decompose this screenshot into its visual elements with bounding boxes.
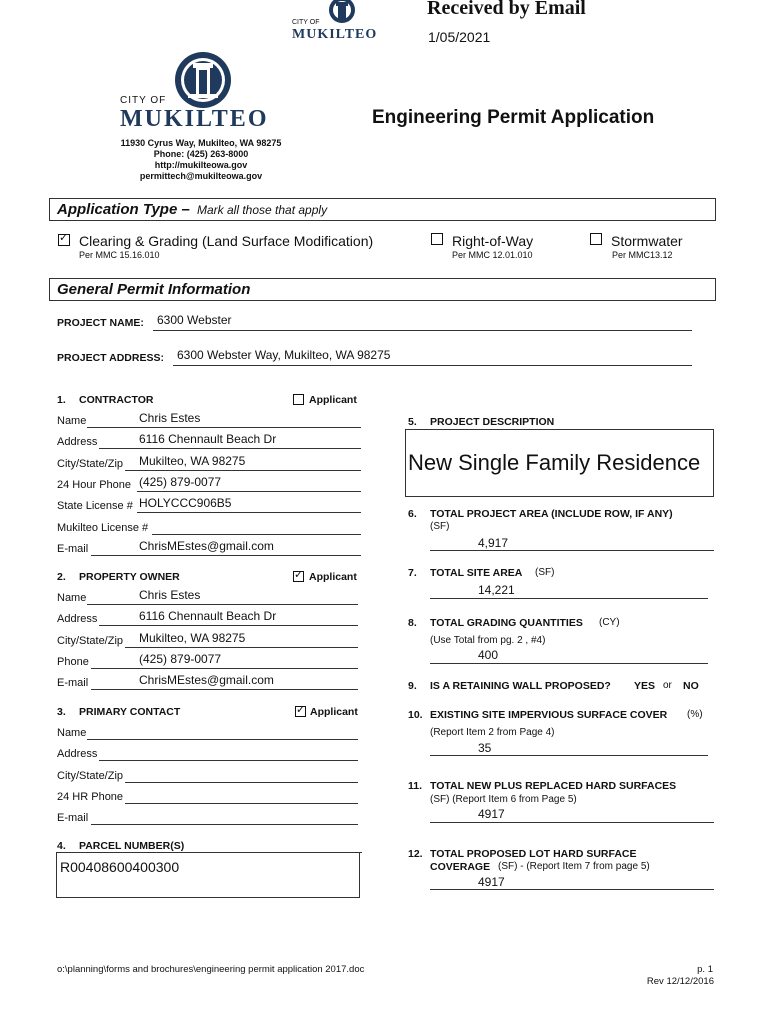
owner-field-label: Phone <box>57 655 89 668</box>
contractor-field-label: 24 Hour Phone <box>57 478 131 491</box>
q6-sub: (SF) <box>430 521 450 532</box>
owner-field-value[interactable]: Mukilteo, WA 98275 <box>139 630 246 645</box>
project-address-label: PROJECT ADDRESS: <box>57 352 164 364</box>
stamp-title: Received by Email <box>427 0 586 19</box>
owner-header <box>57 570 362 584</box>
contractor-field-line <box>91 555 361 556</box>
application-type-header <box>49 198 716 221</box>
q8-line <box>430 663 708 664</box>
general-info-title: General Permit Information <box>57 281 251 298</box>
q12-title: TOTAL PROPOSED LOT HARD SURFACE <box>430 848 637 860</box>
parcel-value: R00408600400300 <box>60 859 180 875</box>
contact-field-line <box>87 739 358 740</box>
city-address: 11930 Cyrus Way, Mukilteo, WA 98275 <box>120 138 282 148</box>
contact-field-line <box>125 803 358 804</box>
owner-field-label: Address <box>57 613 98 626</box>
contact-field-line <box>125 782 358 783</box>
q11 <box>408 780 714 824</box>
contractor-field-label: State License # <box>57 500 133 513</box>
contractor-field-line <box>152 534 361 535</box>
owner-field-label: E-mail <box>57 677 89 690</box>
option-stormwater[interactable] <box>590 232 710 264</box>
q11-line <box>430 822 714 823</box>
project-name-label: PROJECT NAME: <box>57 317 144 329</box>
q7-unit: (SF) <box>535 567 555 578</box>
checkmark-icon: ✓ <box>294 569 304 581</box>
stamp-logo <box>290 0 394 46</box>
logo-city-of: CITY OF <box>120 95 167 106</box>
stamp-logo-small-text: CITY OF <box>292 19 320 26</box>
owner-field-line <box>125 647 358 648</box>
owner-field-line <box>87 604 358 605</box>
contact-field-row <box>57 809 358 825</box>
q5-title: PROJECT DESCRIPTION <box>430 416 555 428</box>
owner-field-value[interactable]: ChrisMEstes@gmail.com <box>139 673 274 688</box>
checkbox-stormwater[interactable] <box>590 233 602 245</box>
q12-line <box>430 889 714 890</box>
contractor-title: CONTRACTOR <box>79 394 154 406</box>
q12-title2: COVERAGE <box>430 861 491 873</box>
checkmark-icon: ✓ <box>59 232 69 244</box>
contact-field-label: 24 HR Phone <box>57 790 124 803</box>
owner-field-value[interactable]: 6116 Chennault Beach Dr <box>139 609 277 624</box>
option-ref: Per MMC 12.01.010 <box>452 250 533 260</box>
q10 <box>408 709 708 757</box>
contact-field-line <box>91 824 358 825</box>
logo-mukilteo: MUKILTEO <box>120 106 269 132</box>
owner-number: 2. <box>57 571 66 583</box>
owner-field-row <box>57 589 358 605</box>
q9 <box>408 680 708 694</box>
contact-field-row <box>57 745 358 761</box>
q10-sub: (Report Item 2 from Page 4) <box>430 727 555 738</box>
q10-line <box>430 755 708 756</box>
owner-applicant-label: Applicant <box>309 571 357 583</box>
application-type-title: Application Type – <box>57 201 190 218</box>
q9-no[interactable]: NO <box>683 680 699 692</box>
contact-field-label: Address <box>57 748 98 761</box>
parcel-number: 4. <box>57 840 66 852</box>
q5-number: 5. <box>408 416 417 428</box>
q10-unit: (%) <box>687 709 703 720</box>
q7-value[interactable]: 14,221 <box>478 583 515 597</box>
checkbox-right-of-way[interactable] <box>431 233 443 245</box>
owner-field-line <box>91 689 358 690</box>
footer-path: o:\planning\forms and brochures\engineering permit application 2017.doc <box>57 964 365 975</box>
q6-value[interactable]: 4,917 <box>478 536 509 550</box>
option-label: Clearing & Grading (Land Surface Modification) <box>79 233 374 249</box>
project-name-line <box>153 330 692 331</box>
option-clearing-grading[interactable] <box>58 232 418 264</box>
q12-value[interactable]: 4917 <box>478 875 505 889</box>
q6-line <box>430 550 714 551</box>
contractor-field-line <box>87 427 361 428</box>
contact-number: 3. <box>57 706 66 718</box>
q8-value[interactable]: 400 <box>478 648 499 662</box>
q8-number: 8. <box>408 617 417 629</box>
page-title: Engineering Permit Application <box>372 107 655 128</box>
contractor-field-row <box>57 497 361 513</box>
project-name-field[interactable]: 6300 Webster <box>157 313 232 327</box>
contact-field-row <box>57 724 358 740</box>
parcel-box[interactable] <box>56 852 360 898</box>
contractor-field-value[interactable]: Chris Estes <box>139 411 201 425</box>
q9-or: or <box>663 680 672 691</box>
contractor-number: 1. <box>57 394 66 406</box>
contractor-applicant-label: Applicant <box>309 394 357 406</box>
contact-field-line <box>99 760 358 761</box>
q7-number: 7. <box>408 567 417 579</box>
project-address-row <box>57 346 692 366</box>
q8 <box>408 617 708 665</box>
contractor-field-label: E-mail <box>57 542 89 555</box>
q10-value[interactable]: 35 <box>478 741 492 755</box>
q7-title: TOTAL SITE AREA <box>430 567 523 579</box>
option-label: Stormwater <box>611 233 683 249</box>
city-website[interactable]: http://mukilteowa.gov <box>154 160 248 170</box>
owner-field-row <box>57 632 358 648</box>
city-logo <box>116 50 286 134</box>
contractor-field-label: City/State/Zip <box>57 457 124 470</box>
contractor-field-row <box>57 412 361 428</box>
option-label: Right-of-Way <box>452 233 534 249</box>
q11-title: TOTAL NEW PLUS REPLACED HARD SURFACES <box>430 780 677 792</box>
contractor-header <box>57 393 362 407</box>
parcel-header <box>57 839 362 853</box>
q10-title: EXISTING SITE IMPERVIOUS SURFACE COVER <box>430 709 668 721</box>
option-ref: Per MMC 15.16.010 <box>79 250 160 260</box>
q12-number: 12. <box>408 848 423 860</box>
contractor-field-line <box>125 470 361 471</box>
project-description-value: New Single Family Residence <box>408 450 701 475</box>
option-right-of-way[interactable] <box>431 232 581 264</box>
q6-title: TOTAL PROJECT AREA (INCLUDE ROW, IF ANY) <box>430 508 673 520</box>
contractor-field-label: Mukilteo License # <box>57 521 149 534</box>
q8-title: TOTAL GRADING QUANTITIES <box>430 617 583 629</box>
q11-sub: (SF) (Report Item 6 from Page 5) <box>430 794 577 805</box>
footer-rev: Rev 12/12/2016 <box>646 976 714 987</box>
contractor-field-line <box>99 448 361 449</box>
owner-field-row <box>57 610 358 626</box>
project-description-box[interactable] <box>405 429 714 497</box>
option-ref: Per MMC13.12 <box>612 250 673 260</box>
q9-title: IS A RETAINING WALL PROPOSED? <box>430 680 611 692</box>
contact-field-row <box>57 767 358 783</box>
contact-field-label: Name <box>57 727 87 739</box>
footer-page: p. 1 <box>697 964 713 975</box>
owner-field-row <box>57 653 358 669</box>
contact-field-row <box>57 788 358 804</box>
parcel-title: PARCEL NUMBER(S) <box>79 840 185 852</box>
city-phone: Phone: (425) 263-8000 <box>153 149 249 159</box>
contractor-field-row <box>57 519 361 535</box>
owner-field-row <box>57 674 358 690</box>
contractor-field-value[interactable]: (425) 879-0077 <box>139 474 222 489</box>
contractor-field-value[interactable]: 6116 Chennault Beach Dr <box>139 432 277 447</box>
contractor-applicant-checkbox[interactable] <box>293 394 304 405</box>
contractor-field-row <box>57 540 361 556</box>
q5-header <box>408 415 708 429</box>
contractor-field-label: Name <box>57 415 87 427</box>
city-email[interactable]: permittech@mukilteowa.gov <box>139 171 263 181</box>
contact-header <box>57 705 367 719</box>
contractor-field-line <box>137 512 361 513</box>
q7-line <box>430 598 708 599</box>
contractor-field-label: Address <box>57 436 98 449</box>
contractor-field-row <box>57 455 361 471</box>
general-info-header <box>49 278 716 301</box>
owner-field-label: City/State/Zip <box>57 634 124 647</box>
contractor-field-value[interactable]: HOLYCCC906B5 <box>139 496 232 511</box>
q10-number: 10. <box>408 709 423 721</box>
owner-field-value[interactable]: Chris Estes <box>139 588 201 602</box>
owner-field-label: Name <box>57 592 87 604</box>
checkbox-clearing-grading[interactable] <box>58 234 70 246</box>
q6 <box>408 508 714 552</box>
q9-yes[interactable]: YES <box>634 680 656 692</box>
q11-number: 11. <box>408 780 423 792</box>
checkmark-icon: ✓ <box>296 704 306 716</box>
contact-field-label: City/State/Zip <box>57 769 124 782</box>
project-name-row <box>57 311 692 331</box>
contact-applicant-checkbox[interactable] <box>295 706 306 717</box>
stamp-date: 1/05/2021 <box>428 29 491 45</box>
contractor-field-row <box>57 433 361 449</box>
q6-number: 6. <box>408 508 417 520</box>
stamp-logo-big-text: MUKILTEO <box>292 27 378 42</box>
q12-sub: (SF) - (Report Item 7 from page 5) <box>498 861 650 872</box>
project-address-line <box>173 365 692 366</box>
owner-applicant-checkbox[interactable] <box>293 571 304 582</box>
application-type-subtitle: Mark all those that apply <box>197 203 328 217</box>
owner-field-line <box>91 668 358 669</box>
owner-field-value[interactable]: (425) 879-0077 <box>139 651 222 666</box>
owner-field-line <box>99 625 358 626</box>
contact-field-label: E-mail <box>57 812 89 825</box>
contractor-field-value[interactable]: Mukilteo, WA 98275 <box>139 453 246 468</box>
contact-title: PRIMARY CONTACT <box>79 706 181 718</box>
q9-number: 9. <box>408 680 417 692</box>
q8-sub: (Use Total from pg. 2 , #4) <box>430 635 546 646</box>
q12 <box>408 848 714 892</box>
contractor-field-value[interactable]: ChrisMEstes@gmail.com <box>139 538 274 553</box>
contact-applicant-label: Applicant <box>310 706 358 718</box>
q7 <box>408 567 708 601</box>
q11-value[interactable]: 4917 <box>478 807 505 821</box>
city-contact <box>96 138 306 182</box>
contractor-field-row <box>57 476 361 492</box>
contractor-field-line <box>137 491 361 492</box>
project-address-field[interactable]: 6300 Webster Way, Mukilteo, WA 98275 <box>177 348 391 362</box>
owner-title: PROPERTY OWNER <box>79 571 180 583</box>
q8-unit: (CY) <box>599 617 620 628</box>
